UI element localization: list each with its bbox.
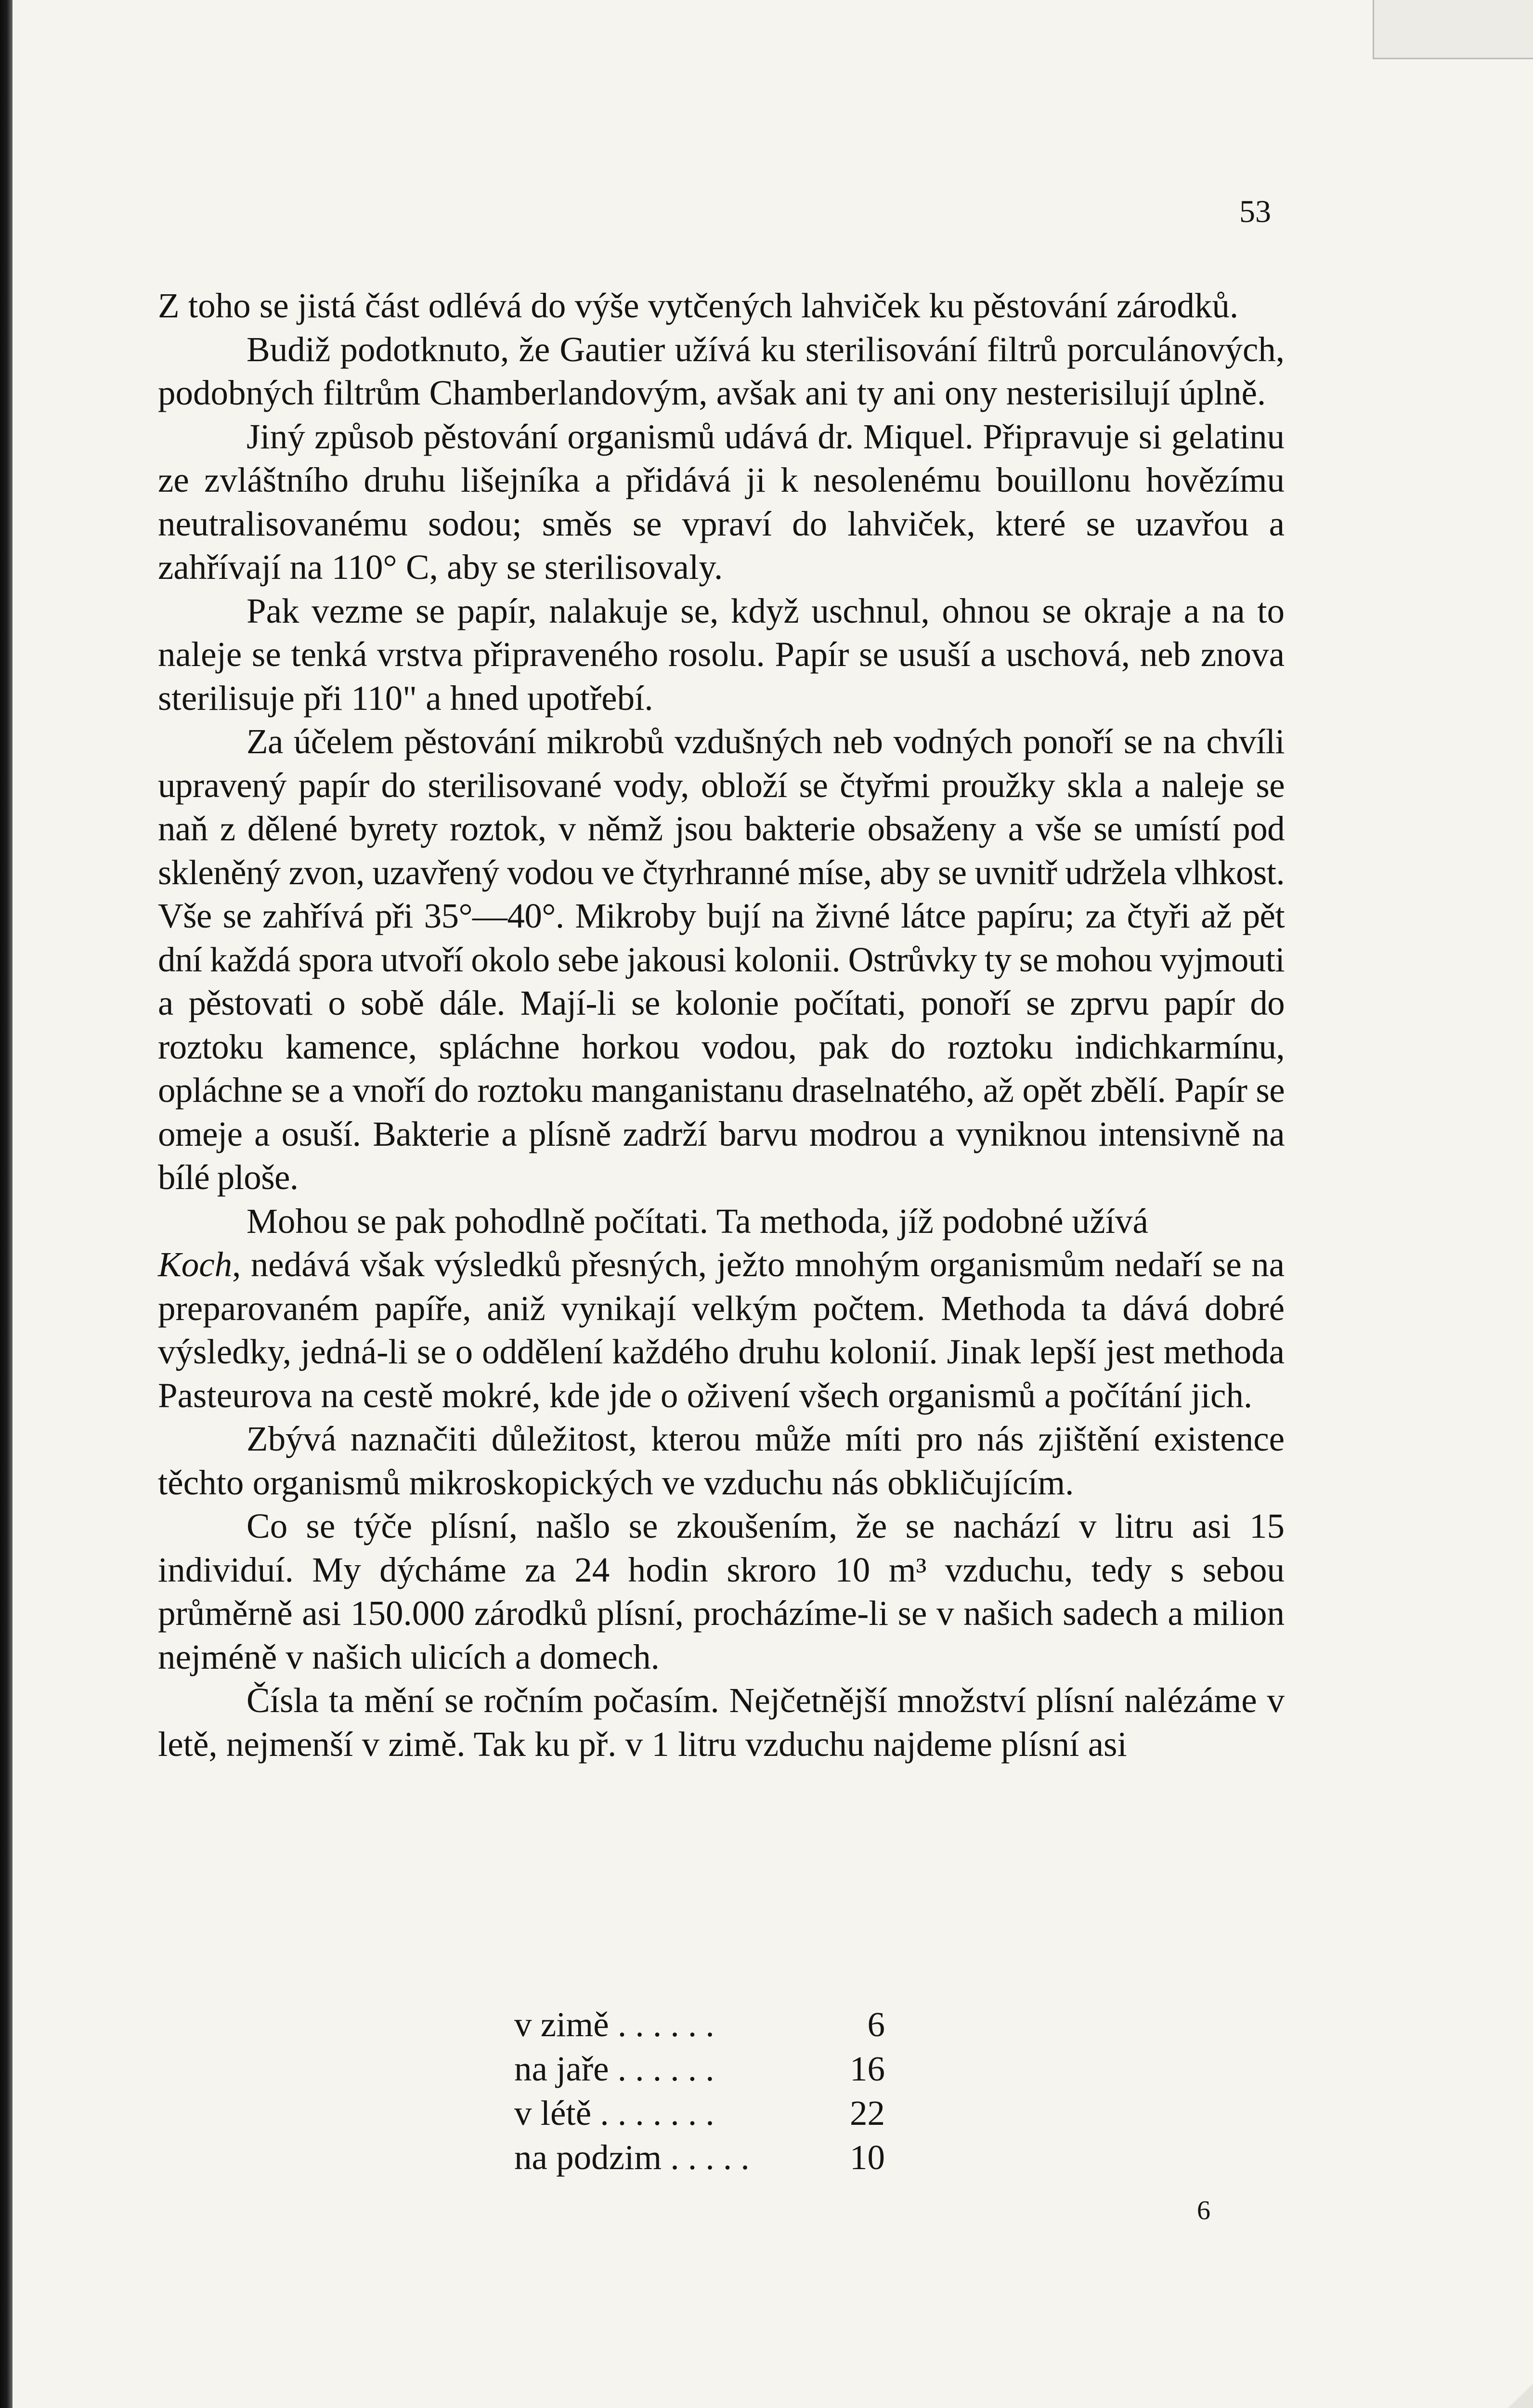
mold-count: 6 xyxy=(867,2005,885,2044)
season-label: v zimě . . . . . . xyxy=(514,2005,715,2044)
season-label: v létě . . . . . . . xyxy=(514,2094,715,2133)
paragraph-3: Jiný způsob pěstování organismů udává dr. Miquel. Připravuje si gelatinu ze zvláštního druhu lišejníka a přidává ji k nesolenému bouillonu hovězímu neutralisovanému sodou; směs se vpraví do lahviček, které se uzavřou a zahřívají na 110° C, aby se sterilisovaly. xyxy=(158,417,1285,587)
paragraph-6-start: Mohou se pak pohodlně počítati. Ta methoda, jíž podobné užívá xyxy=(247,1201,1148,1241)
mold-count: 22 xyxy=(850,2094,885,2133)
paragraph-8: Co se týče plísní, našlo se zkoušením, že se nachází v litru asi 15 individuí. My dýcháme za 24 hodin skroro 10 m³ vzduchu, tedy s sebou průměrně asi 150.000 zárodků plísní, procházíme-li se v našich sadech a milion nejméně v našich ulicích a domech. xyxy=(158,1506,1285,1676)
season-label: na podzim . . . . . xyxy=(514,2138,750,2177)
table-row xyxy=(514,2047,885,2091)
mold-count: 10 xyxy=(850,2138,885,2177)
table-row xyxy=(514,2091,885,2135)
paper-fold-bottom-right xyxy=(1374,2370,1533,2408)
paragraph-6-rest: , nedává však výsledků přesných, ježto mnohým organismům nedaří se na preparovaném papíře, aniž vynikají velkým počtem. Methoda ta dává dobré výsledky, jedná-li se o oddělení každého druhu kolonií. Jinak lepší jest methoda Pasteurova na cestě mokré, kde jde o oživení všech organismů a počítání jich. xyxy=(158,1245,1285,1415)
paper-scrap-top-right xyxy=(1373,0,1533,59)
paragraph-4: Pak vezme se papír, nalakuje se, když uschnul, ohnou se okraje a na to naleje se tenká vrstva připraveného rosolu. Papír se usuší a uschová, neb znova sterilisuje při 110" a hned upotřebí. xyxy=(158,591,1285,718)
paragraph-7: Zbývá naznačiti důležitost, kterou může míti pro nás zjištění existence těchto organismů mikroskopických ve vzduchu nás obkličujícím. xyxy=(158,1419,1285,1502)
paragraph-2: Budiž podotknuto, že Gautier užívá ku sterilisování filtrů porculánových, podobných filtrům Chamberlandovým, avšak ani ty ani ony nesterisilují úplně. xyxy=(158,329,1285,412)
scan-edge xyxy=(0,0,13,2408)
season-label: na jaře . . . . . . xyxy=(514,2049,715,2088)
seasonal-mold-table xyxy=(514,2002,885,2180)
author-koch: Koch xyxy=(158,1245,233,1284)
mold-count: 16 xyxy=(850,2049,885,2088)
paragraph-9: Čísla ta mění se ročním počasím. Nejčetnější množství plísní nalézáme v letě, nejmenší v zimě. Tak ku př. v 1 litru vzduchu najdeme plísní asi xyxy=(158,1681,1285,1764)
table-row xyxy=(514,2135,885,2180)
table-row xyxy=(514,2002,885,2047)
signature-mark: 6 xyxy=(1197,2196,1210,2225)
page-number: 53 xyxy=(1239,194,1271,229)
body-text xyxy=(158,284,1285,1766)
paragraph-5: Za účelem pěstování mikrobů vzdušných neb vodných ponoří se na chvíli upravený papír do sterilisované vody, obloží se čtyřmi proužky skla a naleje se naň z dělené byrety roztok, v němž jsou bakterie obsaženy a vše se umístí pod skleněný zvon, uzavřený vodou ve čtyrhranné míse, aby se uvnitř udržela vlhkost. Vše se zahřívá při 35°—40°. Mikroby bují na živné látce papíru; za čtyři až pět dní každá spora utvoří okolo sebe jakousi kolonii. Ostrůvky ty se mohou vyjmouti a pěstovati o sobě dále. Mají-li se kolonie počítati, ponoří se zprvu papír do roztoku kamence, spláchne horkou vodou, pak do roztoku indichkarmínu, opláchne se a vnoří do roztoku manganistanu draselnatého, až opět zbělí. Papír se omeje a osuší. Bakterie a plísně zadrží barvu modrou a vyniknou intensivně na bílé ploše. xyxy=(158,722,1285,1197)
paragraph-1: Z toho se jistá část odlévá do výše vytčených lahviček ku pěstování zárodků. xyxy=(158,286,1239,325)
paragraph-6 xyxy=(158,1200,1285,1418)
